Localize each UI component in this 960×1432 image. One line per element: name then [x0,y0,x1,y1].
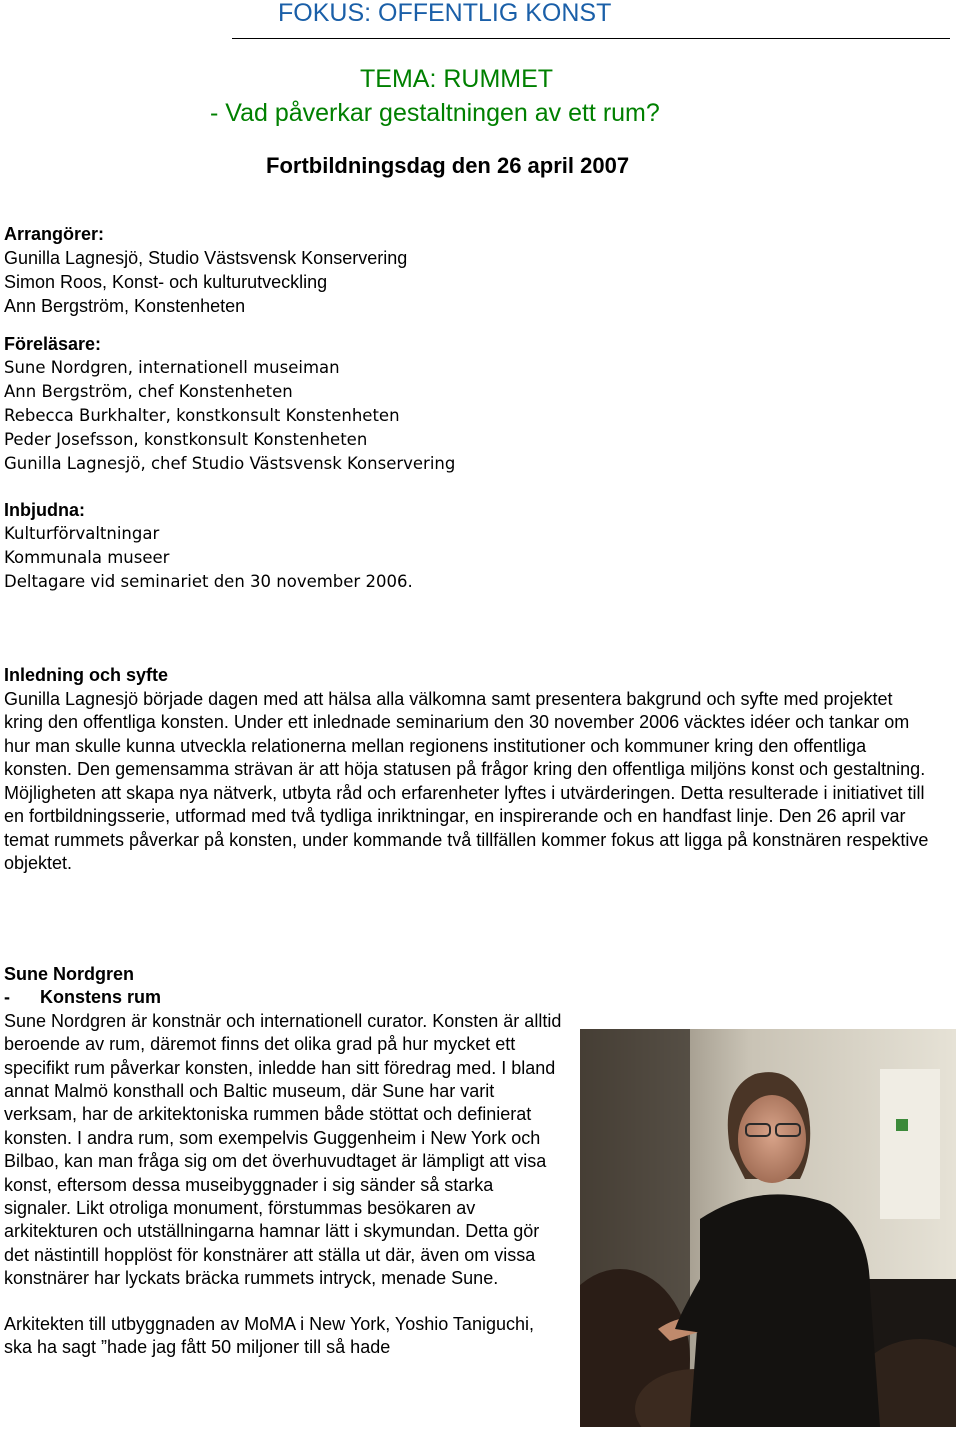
organizers-heading: Arrangörer: [4,224,105,244]
header-title: FOKUS: OFFENTLIG KONST [278,0,612,27]
speaker-name: Sune Nordgren [4,964,135,984]
lecturer-item: Peder Josefsson, konstkonsult Konstenheten [4,430,368,449]
invited-section [4,498,413,594]
lecturer-item: Ann Bergström, chef Konstenheten [4,382,293,401]
speaker-paragraph: Sune Nordgren är konstnär och internationell curator. Konsten är alltid beroende av rum, däremot finns det olika grad på hur mycket ett specifikt rum påverkar konsten, inledde han sitt föredrag med. I bland annat Malmö konsthall och Baltic museum, där Sune har varit verksam, har de arkitektoniska rummen både stöttat och definierat konsten. I andra rum, som exempelvis Guggenheim i New York och Bilbao, kan man fråga sig om det överhuvudtaget är lämpligt att visa konst, eftersom dessa museibyggnader i sig sänder så starka signaler. Likt otroliga monument, förstummas besökaren av arkitekturen och utställningarna hamnar lätt i skymundan. Detta gör det nästintill hopplöst för konstnärer att ställa ut där, även om vissa konstnärer har lyckats bräcka rummets intryck, menade Sune. [4,1010,562,1289]
speaker-section [4,963,564,1360]
lecturer-item: Sune Nordgren, internationell museiman [4,358,340,377]
invited-item: Kulturförvaltningar [4,524,160,543]
invited-heading: Inbjudna: [4,500,85,520]
intro-section [4,664,934,876]
speaker-paragraph: Arkitekten till utbyggnaden av MoMA i New York, Yoshio Taniguchi, ska ha sagt ”hade jag fått 50 miljoner till så hade [4,1313,534,1358]
invited-item: Deltagare vid seminariet den 30 november 2006. [4,572,413,591]
intro-paragraph: Gunilla Lagnesjö började dagen med att hälsa alla välkomna samt presentera bakgrund och syfte med projektet kring den offentliga konsten. Under ett inlednade seminarium den 30 november 2006 väcktes idéer och tankar om hur man skulle kunna utveckla relationerna mellan regionens institutioner och kommuner kring den offentliga konsten. Den gemensamma strävan är att höja statusen på frågor kring den offentliga miljöns konst och gestaltning. Möjligheten att skapa nya nätverk, utbyta råd och erfarenheter lyftes i utvärderingen. Detta resulterade i initiativet till en fortbildningsserie, utformad med två tydliga inriktningar, en inspirerande och en handfast linje. Den 26 april var temat rummets påverkar på konsten, under kommande två tillfällen kommer fokus att ligga på konstnären respektive objektet. [4,688,929,873]
event-date: Fortbildningsdag den 26 april 2007 [266,153,630,178]
lecturer-item: Gunilla Lagnesjö, chef Studio Västsvensk Konservering [4,454,456,473]
speaker-photo-image [580,1029,956,1427]
theme-block [0,62,960,130]
organizer-item: Simon Roos, Konst- och kulturutveckling [4,272,328,292]
intro-heading: Inledning och syfte [4,665,169,685]
lecturers-heading: Föreläsare: [4,334,102,354]
speaker-photo [580,1029,956,1427]
header-rule [232,38,950,39]
organizer-item: Gunilla Lagnesjö, Studio Västsvensk Konservering [4,248,408,268]
organizer-item: Ann Bergström, Konstenheten [4,296,246,316]
lecturers-section [4,332,455,476]
lecturer-item: Rebecca Burkhalter, konstkonsult Konstenheten [4,406,400,425]
talk-title: Konstens rum [40,987,162,1008]
theme-subtitle: - Vad påverkar gestaltningen av ett rum? [210,99,660,127]
theme-title: TEMA: RUMMET [360,65,554,93]
talk-title-dash: - [4,987,10,1008]
talk-title-line [4,986,564,1009]
organizers-section [4,222,407,318]
invited-item: Kommunala museer [4,548,170,567]
